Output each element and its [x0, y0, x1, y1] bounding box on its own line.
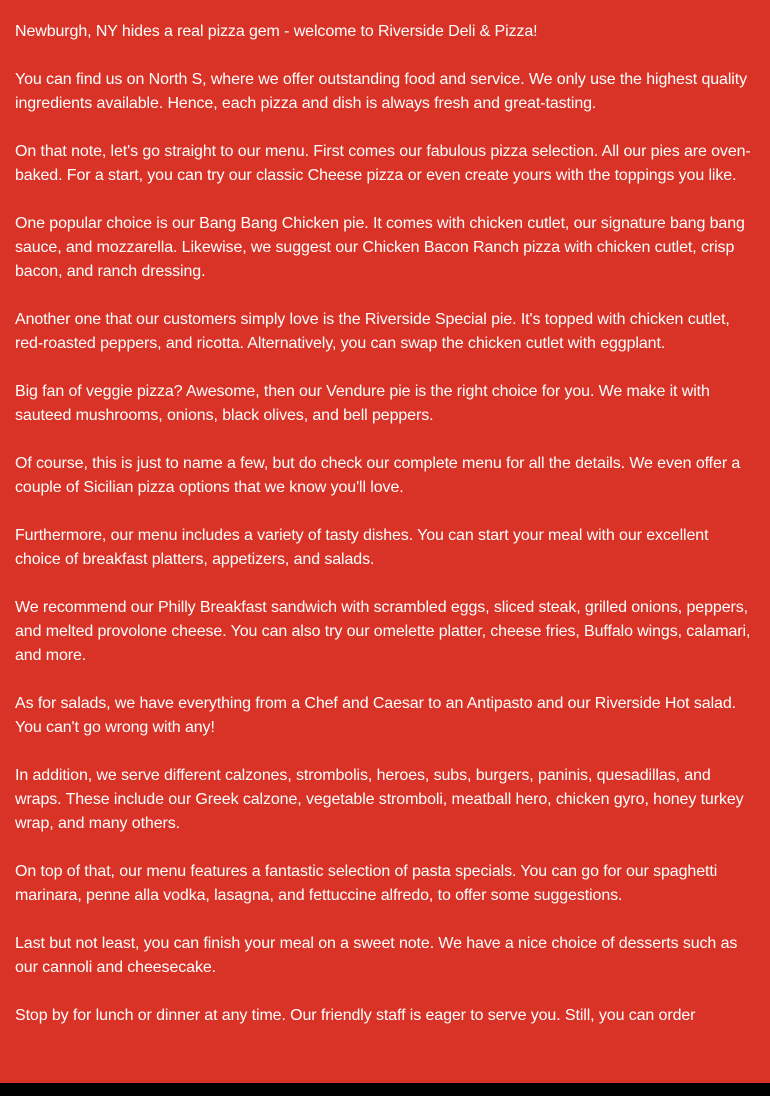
bottom-bar — [0, 1083, 770, 1096]
paragraph-breakfast: We recommend our Philly Breakfast sandwich with scrambled eggs, sliced steak, grilled onions, peppers, and melted provolone cheese. You can also try our omelette platter, cheese fries, Buffalo wings, calamari, and more. — [15, 599, 751, 664]
paragraph-location: You can find us on North S, where we offer outstanding food and service. We only use the highest quality ingredients available. Hence, each pizza and dish is always fresh and great-tasting. — [15, 71, 747, 112]
paragraph-complete-menu: Of course, this is just to name a few, but do check our complete menu for all the details. We even offer a couple of Sicilian pizza options that we know you'll love. — [15, 455, 741, 496]
paragraph-calzones: In addition, we serve different calzones, strombolis, heroes, subs, burgers, paninis, quesadillas, and wraps. These include our Greek calzone, vegetable stromboli, meatball hero, chicken gyro, honey turkey wrap, and many others. — [15, 767, 744, 832]
paragraph-desserts: Last but not least, you can finish your meal on a sweet note. We have a nice choice of desserts such as our cannoli and cheesecake. — [15, 935, 738, 976]
paragraph-intro: Newburgh, NY hides a real pizza gem - welcome to Riverside Deli & Pizza! — [15, 23, 538, 40]
paragraph-veggie-pizza: Big fan of veggie pizza? Awesome, then our Vendure pie is the right choice for you. We make it with sauteed mushrooms, onions, black olives, and bell peppers. — [15, 383, 710, 424]
paragraph-visit: Stop by for lunch or dinner at any time. Our friendly staff is eager to serve you. Still, you can order — [15, 1007, 696, 1024]
article-body — [15, 20, 753, 1052]
paragraph-bang-bang-chicken: One popular choice is our Bang Bang Chicken pie. It comes with chicken cutlet, our signature bang bang sauce, and mozzarella. Likewise, we suggest our Chicken Bacon Ranch pizza with chicken cutlet, crisp bacon, and ranch dressing. — [15, 215, 745, 280]
paragraph-salads: As for salads, we have everything from a Chef and Caesar to an Antipasto and our Riverside Hot salad. You can't go wrong with any! — [15, 695, 736, 736]
paragraph-pasta: On top of that, our menu features a fantastic selection of pasta specials. You can go for our spaghetti marinara, penne alla vodka, lasagna, and fettuccine alfredo, to offer some suggestions. — [15, 863, 718, 904]
paragraph-dishes: Furthermore, our menu includes a variety of tasty dishes. You can start your meal with our excellent choice of breakfast platters, appetizers, and salads. — [15, 527, 709, 568]
paragraph-riverside-special: Another one that our customers simply love is the Riverside Special pie. It's topped with chicken cutlet, red-roasted peppers, and ricotta. Alternatively, you can swap the chicken cutlet with eggplant. — [15, 311, 730, 352]
paragraph-pizza-selection: On that note, let's go straight to our menu. First comes our fabulous pizza selection. All our pies are oven-baked. For a start, you can try our classic Cheese pizza or even create yours with the toppings you like. — [15, 143, 751, 184]
